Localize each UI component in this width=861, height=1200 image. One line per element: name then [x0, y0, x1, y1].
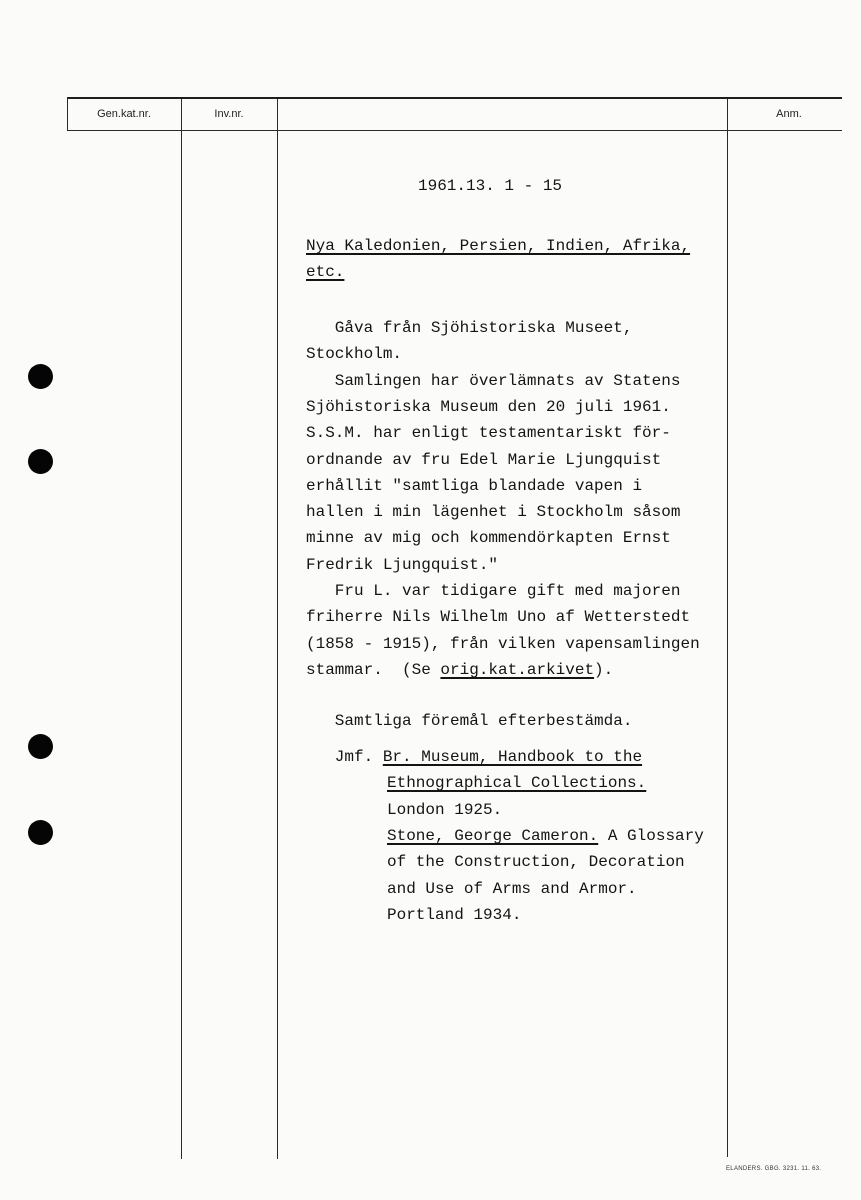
card-header-rule [67, 130, 842, 131]
reference-line: of the Construction, Decoration [387, 853, 685, 871]
body-line: (1858 - 1915), från vilken vapensamlingen [306, 635, 700, 653]
body-line [306, 660, 613, 680]
reference-title: Br. Museum, Handbook to the [382, 748, 643, 766]
punch-hole [28, 364, 53, 389]
body-line: erhållit "samtliga blandade vapen i [306, 477, 643, 495]
catalog-number: 1961.13. 1 - 15 [418, 177, 563, 195]
reference-line [387, 826, 704, 846]
header-gen-kat-nr: Gen.kat.nr. [97, 108, 151, 120]
title-line: etc. [306, 263, 345, 281]
body-line: Fredrik Ljungquist." [306, 556, 499, 574]
body-line: Samlingen har överlämnats av Statens [306, 372, 681, 390]
reference-line [306, 747, 642, 767]
reference-line: Portland 1934. [387, 906, 522, 924]
header-anm: Anm. [776, 108, 802, 120]
column-divider [727, 99, 728, 1157]
punch-hole [28, 449, 53, 474]
card-top-rule [67, 97, 842, 99]
archive-reference: orig.kat.arkivet [440, 661, 595, 679]
body-line: Gåva från Sjöhistoriska Museet, [306, 319, 633, 337]
header-inv-nr: Inv.nr. [214, 108, 244, 120]
body-text: stammar. (Se [306, 661, 441, 679]
body-text: ). [594, 661, 614, 679]
column-divider [277, 99, 278, 1159]
body-line: hallen i min lägenhet i Stockholm såsom [306, 503, 681, 521]
reference-author: Stone, George Cameron. [387, 827, 599, 845]
jmf-label: Jmf. [306, 748, 383, 766]
punch-hole [28, 820, 53, 845]
punch-hole [28, 734, 53, 759]
note-line: Samtliga föremål efterbestämda. [306, 712, 633, 730]
reference-text: A Glossary [598, 827, 704, 845]
reference-title: Ethnographical Collections. [387, 774, 647, 792]
body-line: Sjöhistoriska Museum den 20 juli 1961. [306, 398, 671, 416]
body-line: S.S.M. har enligt testamentariskt för- [306, 424, 671, 442]
body-line: Stockholm. [306, 345, 403, 363]
body-line: ordnande av fru Edel Marie Ljungquist [306, 451, 662, 469]
printer-imprint: ELANDERS. GBG. 3231. 11. 63. [726, 1166, 822, 1172]
title-line: Nya Kaledonien, Persien, Indien, Afrika, [306, 237, 691, 255]
body-line: Fru L. var tidigare gift med majoren [306, 582, 681, 600]
body-line: friherre Nils Wilhelm Uno af Wetterstedt [306, 608, 691, 626]
body-line: minne av mig och kommendörkapten Ernst [306, 529, 671, 547]
column-divider [181, 99, 182, 1159]
reference-line: and Use of Arms and Armor. [387, 880, 637, 898]
reference-line: London 1925. [387, 801, 503, 819]
